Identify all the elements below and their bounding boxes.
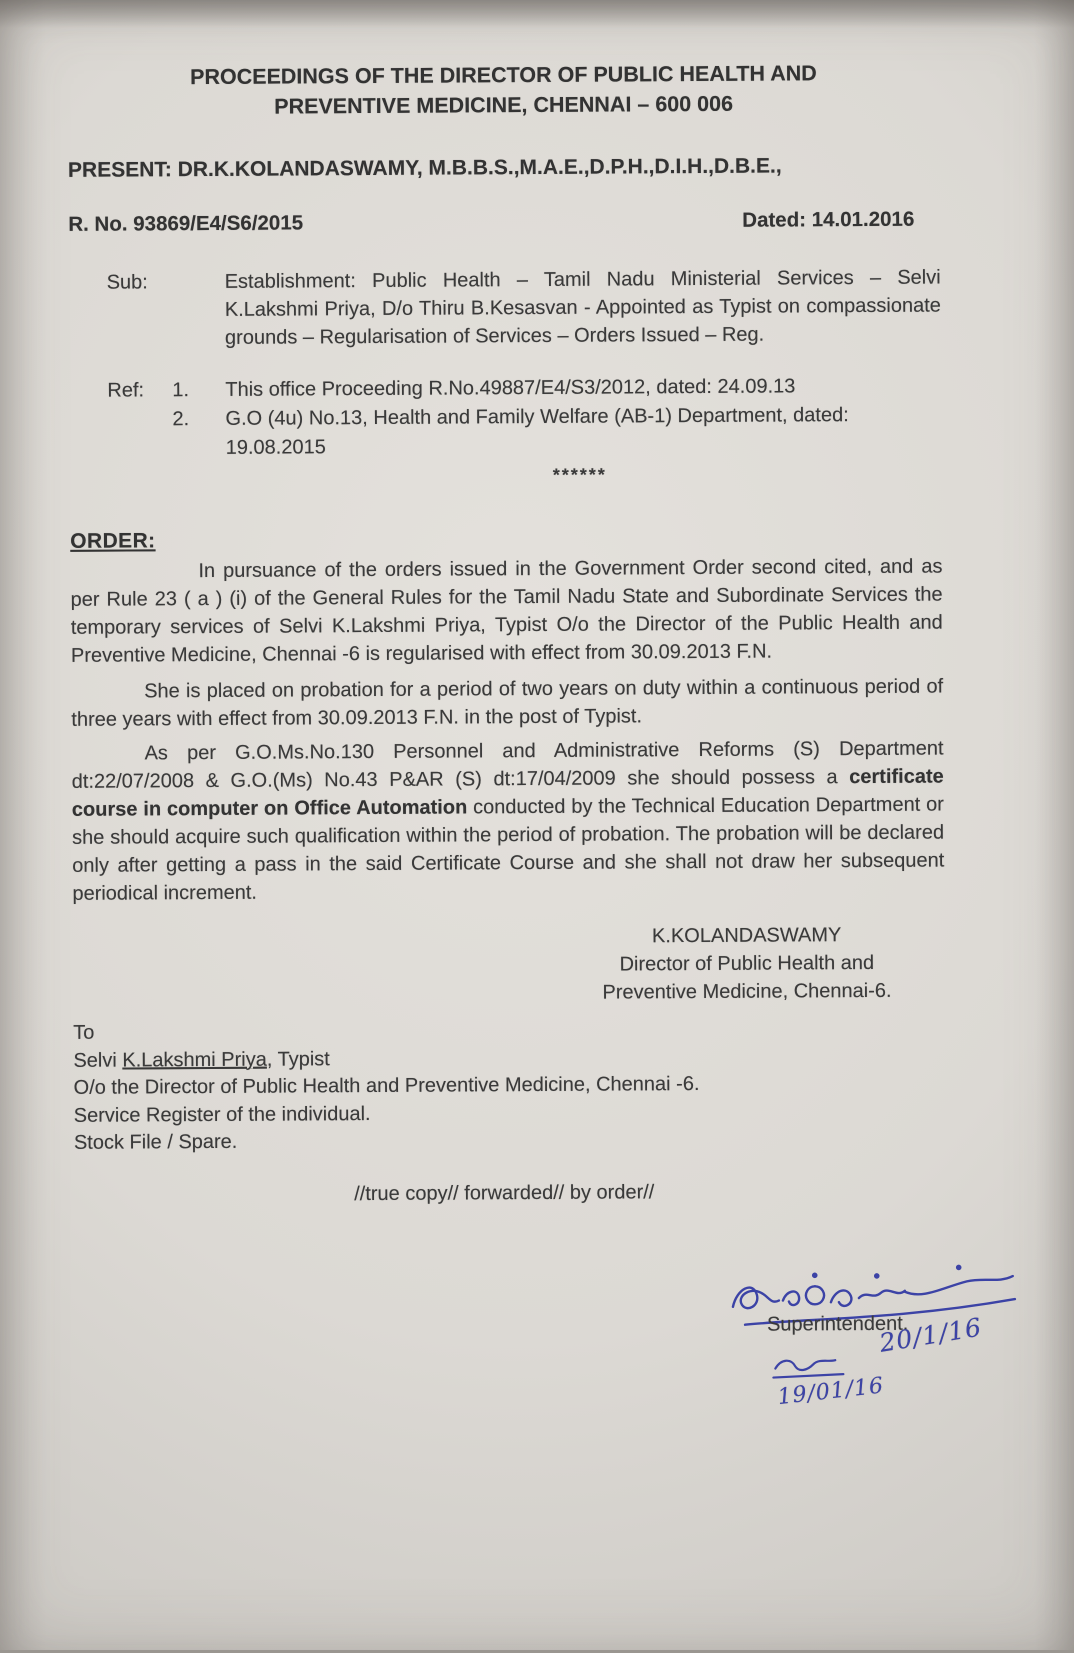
signatory-designation-2: Preventive Medicine, Chennai-6.	[602, 979, 892, 1004]
to-label: To	[73, 1021, 95, 1044]
reference-number-row	[68, 206, 940, 239]
reference-label: Ref:	[107, 379, 145, 402]
signatory-designation-1: Director of Public Health and	[619, 951, 875, 976]
dated-value: Dated: 14.01.2016	[742, 207, 915, 232]
signature-area	[727, 1263, 1038, 1435]
title-line-1: PROCEEDINGS OF THE DIRECTOR OF PUBLIC HEALTH AND	[189, 61, 817, 90]
handwritten-date-1: 20/1/16	[877, 1312, 985, 1358]
recipient-line-2: O/o the Director of Public Health and Preventive Medicine, Chennai -6.	[73, 1073, 700, 1099]
recipient-line-3: Service Register of the individual.	[73, 1102, 371, 1127]
recipient-line-4: Stock File / Spare.	[73, 1130, 238, 1154]
true-copy-line: //true copy// forwarded// by order//	[354, 1180, 655, 1205]
signatory-block	[557, 921, 938, 1007]
document-title	[67, 58, 939, 123]
reference-item-text: G.O (4u) No.13, Health and Family Welfare (AB-1) Department, dated: 19.08.2015	[225, 404, 849, 459]
reference-item-text: This office Proceeding R.No.49887/E4/S3/2012, dated: 24.09.13	[225, 375, 796, 401]
reference-label-spacer	[107, 405, 172, 463]
reference-section	[107, 372, 942, 464]
paragraph-3-bold-phrase: certificate course in computer on Office Automation	[71, 765, 944, 821]
order-paragraph-3	[71, 735, 944, 908]
order-heading: ORDER:	[70, 529, 156, 553]
subject-section	[107, 264, 941, 353]
reference-item-number: 2.	[172, 408, 190, 431]
superintendent-label: Superintendent.	[766, 1312, 909, 1336]
recipient-name-prefix: Selvi	[73, 1049, 123, 1072]
separator-stars: ******	[552, 464, 607, 485]
handwritten-date-2: 19/01/16	[776, 1373, 886, 1411]
title-line-2: PREVENTIVE MEDICINE, CHENNAI – 600 006	[274, 91, 734, 119]
present-line: PRESENT: DR.K.KOLANDASWAMY, M.B.B.S.,M.A.E.,D.P.H.,D.I.H.,D.B.E.,	[67, 154, 782, 182]
recipient-name-underlined: K.Lakshmi Priya	[122, 1048, 267, 1072]
order-paragraph-2: She is placed on probation for a period of two years on duty within a continuous period of three years with effect from 30.09.2013 F.N. in the post of Typist.	[71, 675, 944, 731]
paragraph-3-text-before: As per G.O.Ms.No.130 Personnel and Administrative Reforms (S) Department dt:22/07/2008 & G.O.(Ms) No.43 P&AR (S) dt:17/04/2009 she should possess a	[71, 737, 944, 793]
paragraph-3-text-after: conducted by the Technical Education Department or she should acquire such qualification within the period of probation. The probation will be declared only after getting a pass in the said Certificate Course and she shall not draw her subsequent periodical increment.	[72, 793, 945, 905]
subject-label: Sub:	[106, 271, 148, 294]
signatory-name: K.KOLANDASWAMY	[651, 924, 842, 948]
recipient-name-suffix: , Typist	[266, 1047, 330, 1071]
reference-number: R. No. 93869/E4/S6/2015	[68, 211, 304, 236]
order-paragraph-1: In pursuance of the orders issued in the Government Order second cited, and as per Rule 23 ( a ) (i) of the General Rules for the Tamil Nadu State and Subordinate Services the temporary services of Selvi K.Lakshmi Priya, Typist O/o the Director of the Public Health and Preventive Medicine, Chennai -6 is regularised with effect from 30.09.2013 F.N.	[70, 555, 943, 667]
reference-item-number: 1.	[172, 379, 190, 402]
subject-text: Establishment: Public Health – Tamil Nadu Ministerial Services – Selvi K.Lakshmi Priya, D/o Thiru B.Kesasvan - Appointed as Typist on compassionate grounds – Regularisation of Services – Orders Issued – Reg.	[224, 266, 941, 349]
